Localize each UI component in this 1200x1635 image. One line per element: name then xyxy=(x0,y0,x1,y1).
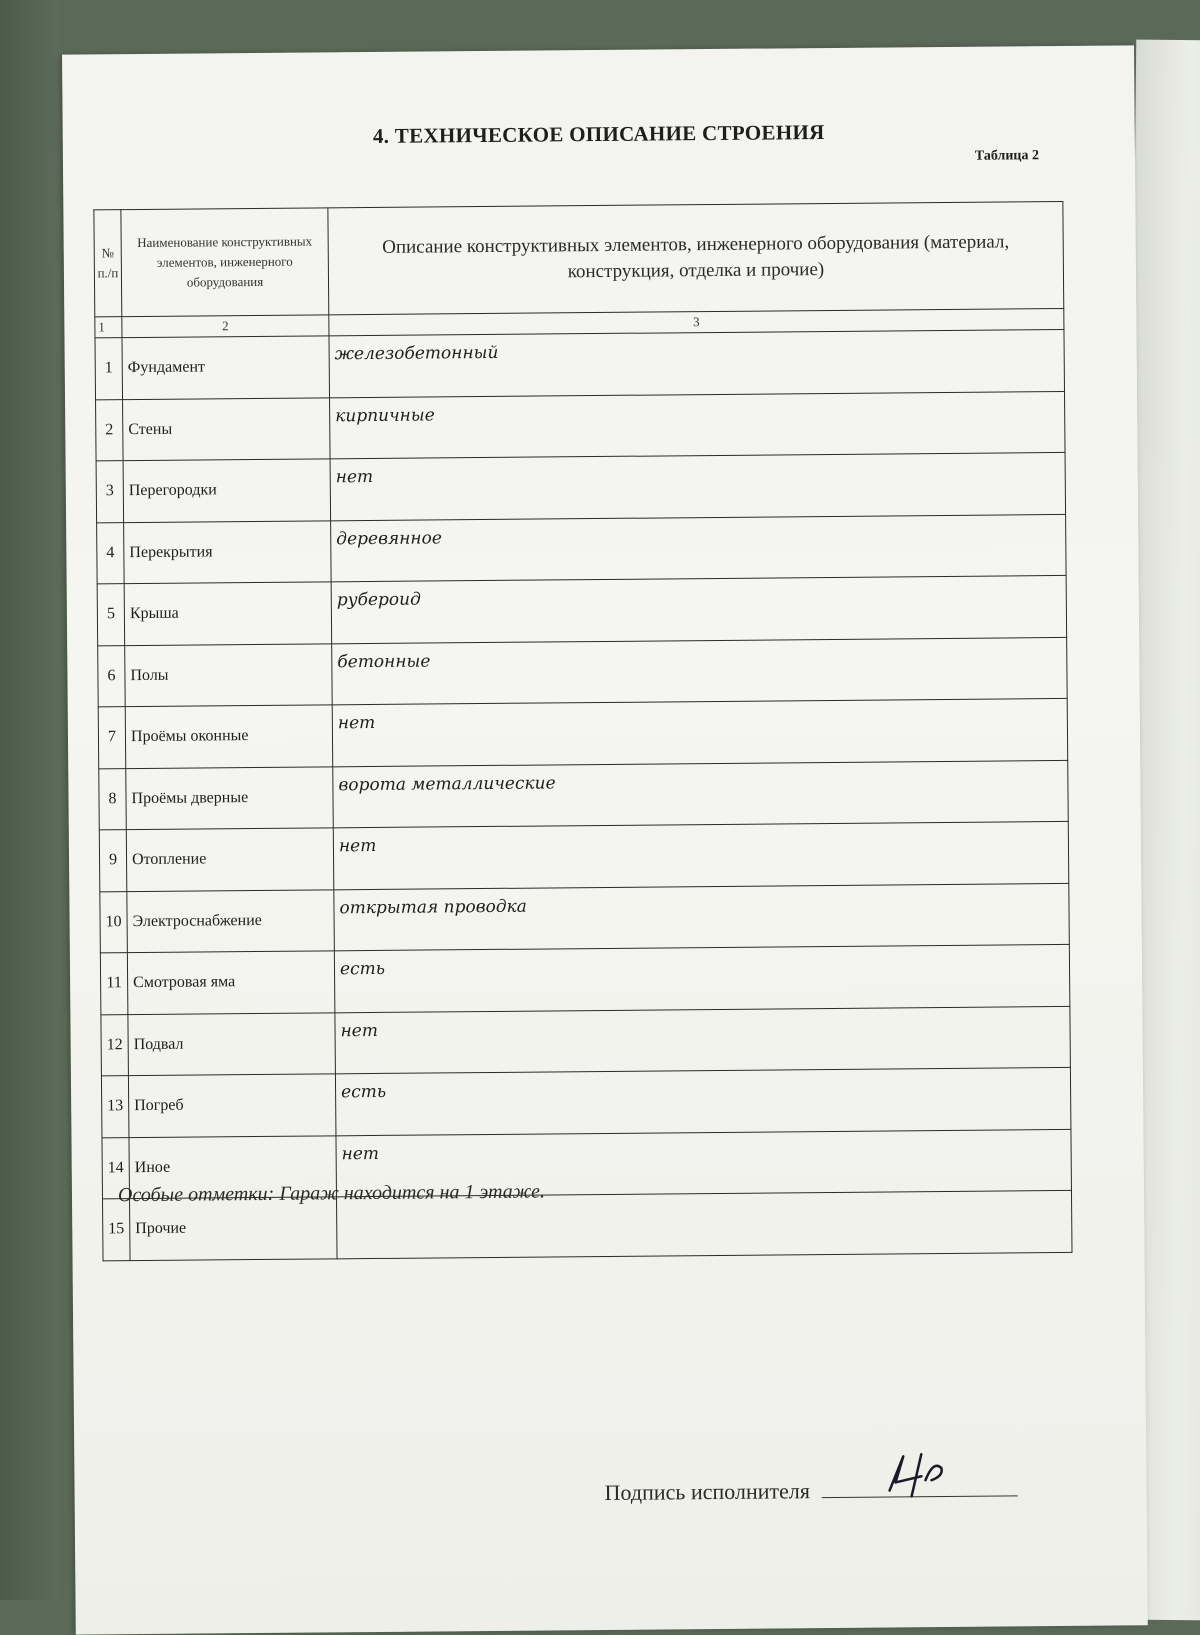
row-description: нет xyxy=(335,1006,1071,1074)
header-description: Описание конструктивных элементов, инженерного оборудования (материал, конструкция, отделка и прочие) xyxy=(328,201,1064,314)
row-description: железобетонный xyxy=(329,329,1065,397)
row-number: 8 xyxy=(99,768,127,830)
background-surface xyxy=(0,0,60,1600)
row-number: 13 xyxy=(101,1076,129,1138)
row-description: открытая проводка xyxy=(334,883,1070,951)
table-body xyxy=(95,329,1072,1260)
row-number: 3 xyxy=(96,461,124,523)
table-row xyxy=(99,760,1068,830)
row-number: 7 xyxy=(98,707,126,769)
row-description: деревянное xyxy=(331,514,1067,582)
table-row xyxy=(101,1067,1070,1137)
row-element-name: Погреб xyxy=(128,1074,336,1137)
row-number: 6 xyxy=(98,645,126,707)
row-element-name: Проёмы дверные xyxy=(126,766,334,829)
row-description: кирпичные xyxy=(330,391,1066,459)
row-description: рубероид xyxy=(331,575,1067,643)
row-element-name: Отопление xyxy=(126,828,334,891)
header-number: № п./п xyxy=(94,210,122,317)
row-description: нет xyxy=(330,452,1066,520)
row-description: есть xyxy=(334,944,1070,1012)
technical-description-table xyxy=(93,201,1072,1261)
table-row xyxy=(97,575,1066,645)
table-row xyxy=(101,1006,1070,1076)
document-page xyxy=(62,45,1148,1634)
column-number: 2 xyxy=(122,315,329,338)
row-element-name: Подвал xyxy=(128,1012,336,1075)
signature-label: Подпись исполнителя xyxy=(604,1478,811,1505)
table-row xyxy=(96,391,1065,461)
row-number: 11 xyxy=(100,953,128,1015)
table-row xyxy=(100,883,1069,953)
table-row xyxy=(100,944,1069,1014)
table-row xyxy=(98,637,1067,707)
table-row xyxy=(97,514,1066,584)
table-label: Таблица 2 xyxy=(974,148,1040,164)
row-element-name: Смотровая яма xyxy=(127,951,335,1014)
column-number: 3 xyxy=(329,308,1064,335)
row-element-name: Иное xyxy=(129,1135,337,1198)
row-number: 9 xyxy=(99,830,127,892)
row-description: бетонные xyxy=(332,637,1068,705)
row-description: есть xyxy=(335,1067,1071,1135)
signature-block xyxy=(604,1476,1017,1506)
row-element-name: Крыша xyxy=(124,582,332,645)
row-number: 15 xyxy=(103,1199,131,1261)
column-number: 1 xyxy=(95,317,122,338)
page-title: 4. ТЕХНИЧЕСКОЕ ОПИСАНИЕ СТРОЕНИЯ xyxy=(372,120,825,148)
row-number: 14 xyxy=(102,1137,130,1199)
row-number: 1 xyxy=(95,338,123,400)
row-element-name: Прочие xyxy=(130,1197,338,1260)
row-number: 4 xyxy=(97,522,125,584)
signature-line xyxy=(821,1477,1017,1498)
row-description: нет xyxy=(333,821,1069,889)
row-number: 5 xyxy=(97,584,125,646)
row-element-name: Проёмы оконные xyxy=(125,705,333,768)
row-number: 10 xyxy=(100,891,128,953)
header-element-name: Наименование конструктивных элементов, инженерного оборудования xyxy=(121,208,329,317)
row-element-name: Перегородки xyxy=(123,459,331,522)
row-number: 2 xyxy=(96,399,124,461)
row-description: нет xyxy=(332,698,1068,766)
table-row xyxy=(99,821,1068,891)
row-element-name: Электроснабжение xyxy=(127,889,335,952)
row-element-name: Полы xyxy=(125,643,333,706)
table-row xyxy=(96,452,1065,522)
row-element-name: Стены xyxy=(123,397,331,460)
special-notes: Особые отметки: Гараж находится на 1 этаже. xyxy=(117,1180,546,1207)
row-element-name: Перекрытия xyxy=(124,520,332,583)
row-number: 12 xyxy=(101,1014,129,1076)
table-row xyxy=(95,329,1064,399)
signature-mark xyxy=(881,1446,961,1503)
table-row xyxy=(98,698,1067,768)
row-description: ворота металлические xyxy=(333,760,1069,828)
row-element-name: Фундамент xyxy=(122,336,330,399)
row-description: нет xyxy=(336,1129,1072,1197)
table-header-row xyxy=(94,201,1064,316)
